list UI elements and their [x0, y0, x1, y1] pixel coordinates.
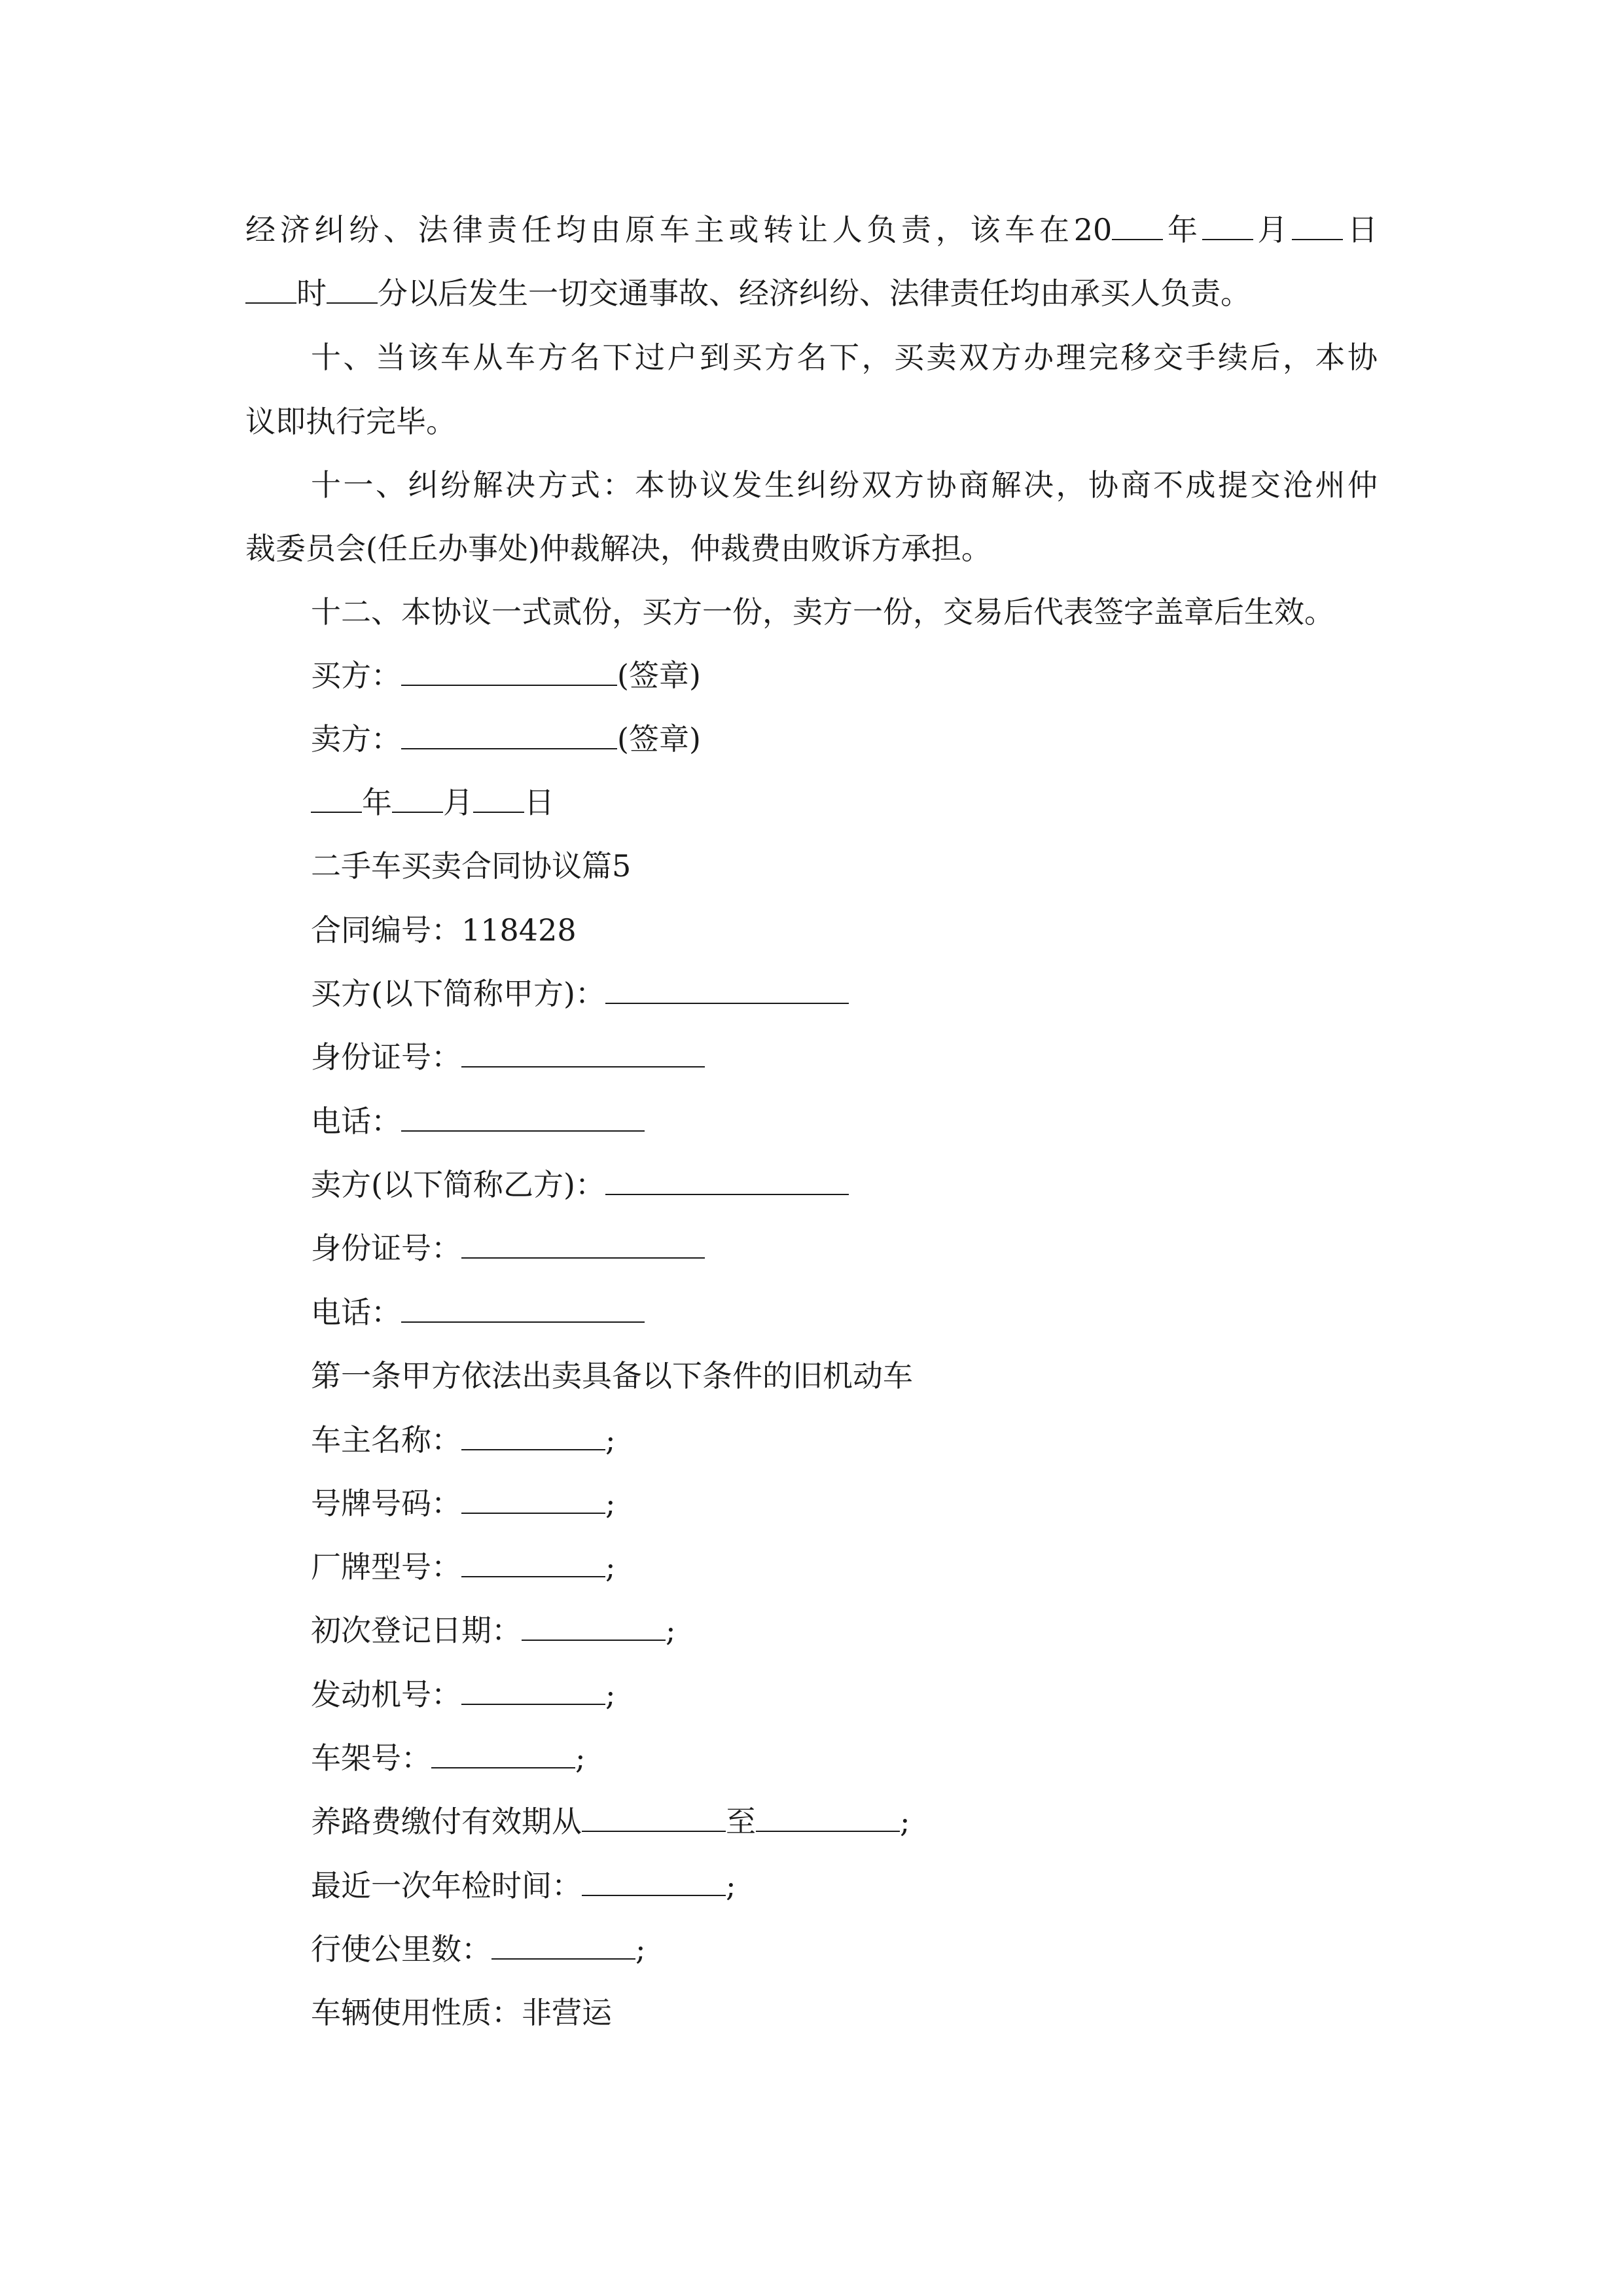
- buyer-id-blank[interactable]: [461, 1037, 705, 1067]
- seller-phone-line: 电话：: [311, 1293, 645, 1332]
- paragraph-9-line-2: 时 分以后发生一切交通事故、经济纠纷、法律责任均由承买人负责。: [245, 274, 1251, 313]
- last-inspection-blank[interactable]: [582, 1866, 726, 1896]
- buyer-signature-blank[interactable]: [401, 656, 617, 686]
- hour-blank: [1112, 210, 1163, 240]
- first-registration-line: 初次登记日期： ;: [311, 1611, 676, 1650]
- road-fee-to-blank[interactable]: [756, 1802, 900, 1832]
- seller-signature-blank[interactable]: [401, 719, 617, 749]
- signing-date-line: 年 月 日: [311, 783, 554, 822]
- buyer-phone-blank[interactable]: [401, 1102, 645, 1132]
- seller-name-blank[interactable]: [605, 1165, 849, 1195]
- buyer-name-blank[interactable]: [605, 974, 849, 1004]
- mileage-line: 行使公里数： ;: [311, 1929, 646, 1969]
- engine-number-blank[interactable]: [461, 1675, 605, 1705]
- engine-number-line: 发动机号： ;: [311, 1675, 616, 1714]
- seller-id-line: 身份证号：: [311, 1229, 705, 1268]
- buyer-signature-line: 买方： (签章): [311, 656, 701, 695]
- clause-11-line-1: 十一、纠纷解决方式：本协议发生纠纷双方协商解决，协商不成提交沧州仲: [311, 467, 1378, 503]
- clause-11-line-2: 裁委员会(任丘办事处)仲裁解决，仲裁费由败诉方承担。: [245, 531, 991, 566]
- hour-blank: [245, 274, 296, 304]
- seller-signature-line: 卖方： (签章): [311, 719, 701, 759]
- clause-1: 第一条甲方依法出卖具备以下条件的旧机动车: [311, 1358, 913, 1393]
- year-blank[interactable]: [311, 783, 362, 813]
- frame-number-line: 车架号： ;: [311, 1738, 586, 1778]
- clause-10-line-1: 十、当该车从车方名下过户到买方名下，买卖双方办理完移交手续后，本协: [311, 340, 1378, 375]
- buyer-phone-line: 电话：: [311, 1102, 645, 1141]
- seller-name-line: 卖方(以下简称乙方)：: [311, 1165, 849, 1204]
- plate-number-line: 号牌号码： ;: [311, 1484, 616, 1523]
- seller-id-blank[interactable]: [461, 1229, 705, 1259]
- clause-10-line-2: 议即执行完毕。: [245, 404, 456, 439]
- section-title: 二手车买卖合同协议篇5: [311, 848, 632, 884]
- buyer-id-line: 身份证号：: [311, 1037, 705, 1077]
- frame-number-blank[interactable]: [431, 1738, 575, 1768]
- owner-name-line: 车主名称： ;: [311, 1420, 616, 1460]
- clause-12: 十二、本协议一式贰份，买方一份，卖方一份，交易后代表签字盖章后生效。: [311, 594, 1334, 630]
- model-line: 厂牌型号： ;: [311, 1547, 616, 1587]
- first-registration-blank[interactable]: [522, 1611, 666, 1641]
- plate-number-blank[interactable]: [461, 1484, 605, 1514]
- contract-number: 合同编号：118428: [311, 912, 577, 948]
- vehicle-usage: 车辆使用性质：非营运: [311, 1995, 612, 2030]
- minute-blank: [327, 274, 378, 304]
- paragraph-9-line-1: 经济纠纷、法律责任均由原车主或转让人负责，该车在20 年 月 日: [245, 210, 1378, 249]
- day-blank[interactable]: [473, 783, 524, 813]
- road-fee-line: 养路费缴付有效期从 至 ;: [311, 1802, 910, 1841]
- seller-phone-blank[interactable]: [401, 1293, 645, 1323]
- buyer-name-line: 买方(以下简称甲方)：: [311, 974, 849, 1013]
- day-blank: [1292, 210, 1343, 240]
- owner-name-blank[interactable]: [461, 1420, 605, 1450]
- month-blank[interactable]: [392, 783, 443, 813]
- last-inspection-line: 最近一次年检时间： ;: [311, 1866, 736, 1905]
- road-fee-from-blank[interactable]: [582, 1802, 726, 1832]
- mileage-blank[interactable]: [491, 1929, 635, 1960]
- month-blank: [1202, 210, 1253, 240]
- model-blank[interactable]: [461, 1547, 605, 1577]
